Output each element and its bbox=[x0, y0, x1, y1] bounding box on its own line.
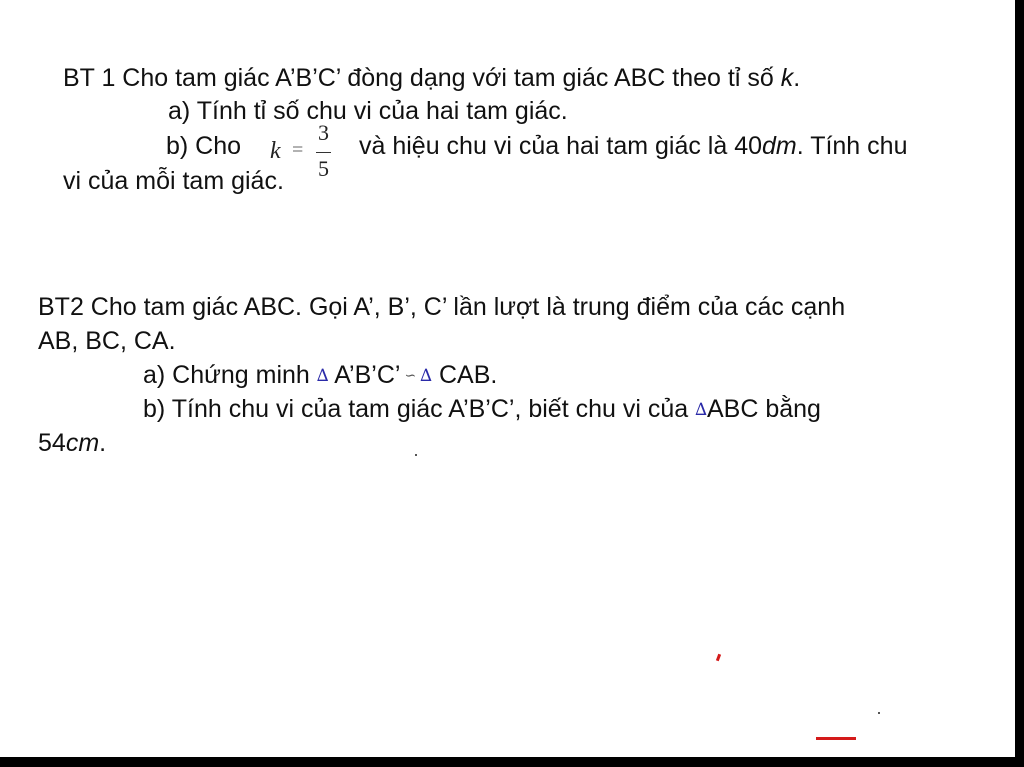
bt1-title-line bbox=[63, 63, 800, 93]
bt2-b-unit: cm bbox=[65, 429, 100, 457]
bt2-b-value: 54 bbox=[38, 429, 66, 457]
similar-symbol: ∽ bbox=[404, 368, 417, 384]
bt2-b-start: b) Tính chu vi của tam giác A’B’C’, biết chu vi của bbox=[143, 395, 689, 423]
fraction-variable: k bbox=[270, 138, 281, 164]
red-pen-stroke bbox=[816, 737, 856, 740]
fraction-bar bbox=[316, 152, 331, 153]
stray-dot bbox=[878, 712, 880, 714]
bt2-part-a bbox=[143, 360, 497, 391]
bt2-a-start: a) Chứng minh bbox=[143, 361, 310, 389]
bt1-b-unit: dm bbox=[762, 132, 797, 160]
bt2-a-end: CAB. bbox=[439, 361, 498, 389]
bt1-part-b-line2: vi của mỗi tam giác. bbox=[63, 167, 284, 195]
bt1-b-mid: và hiệu chu vi của hai tam giác là 40 bbox=[359, 132, 763, 160]
delta-symbol: ∆ bbox=[695, 400, 707, 420]
bt2-title-line2: AB, BC, CA. bbox=[38, 327, 176, 355]
bt2-part-b bbox=[143, 394, 821, 425]
stray-dot bbox=[415, 454, 417, 456]
fraction-denominator: 5 bbox=[318, 156, 329, 181]
bt1-b-end: . Tính chu bbox=[796, 132, 908, 160]
bt2-a-triangle1: A’B’C’ bbox=[334, 361, 401, 389]
bt2-part-b-line2 bbox=[38, 428, 106, 458]
bt2-title-line: BT2 Cho tam giác ABC. Gọi A’, B’, C’ lần lượt là trung điểm của các cạnh bbox=[38, 293, 846, 321]
bt1-part-a: a) Tính tỉ số chu vi của hai tam giác. bbox=[168, 97, 568, 125]
bt1-part-b-start: b) Cho bbox=[166, 132, 242, 160]
bt1-k-var: k bbox=[780, 64, 794, 92]
fraction-numerator: 3 bbox=[318, 120, 329, 145]
red-pen-mark bbox=[716, 654, 721, 662]
bt2-b-end: ABC bằng bbox=[707, 395, 821, 423]
bt1-title-end: . bbox=[793, 64, 801, 92]
delta-symbol: ∆ bbox=[420, 366, 433, 386]
bt1-part-b-rest bbox=[359, 131, 907, 161]
fraction-equals: = bbox=[292, 139, 304, 161]
bt2-b-period: . bbox=[99, 429, 107, 457]
delta-symbol: ∆ bbox=[316, 366, 329, 386]
bt1-title-text: BT 1 Cho tam giác A’B’C’ đòng dạng với tam giác ABC theo tỉ số bbox=[63, 64, 781, 92]
